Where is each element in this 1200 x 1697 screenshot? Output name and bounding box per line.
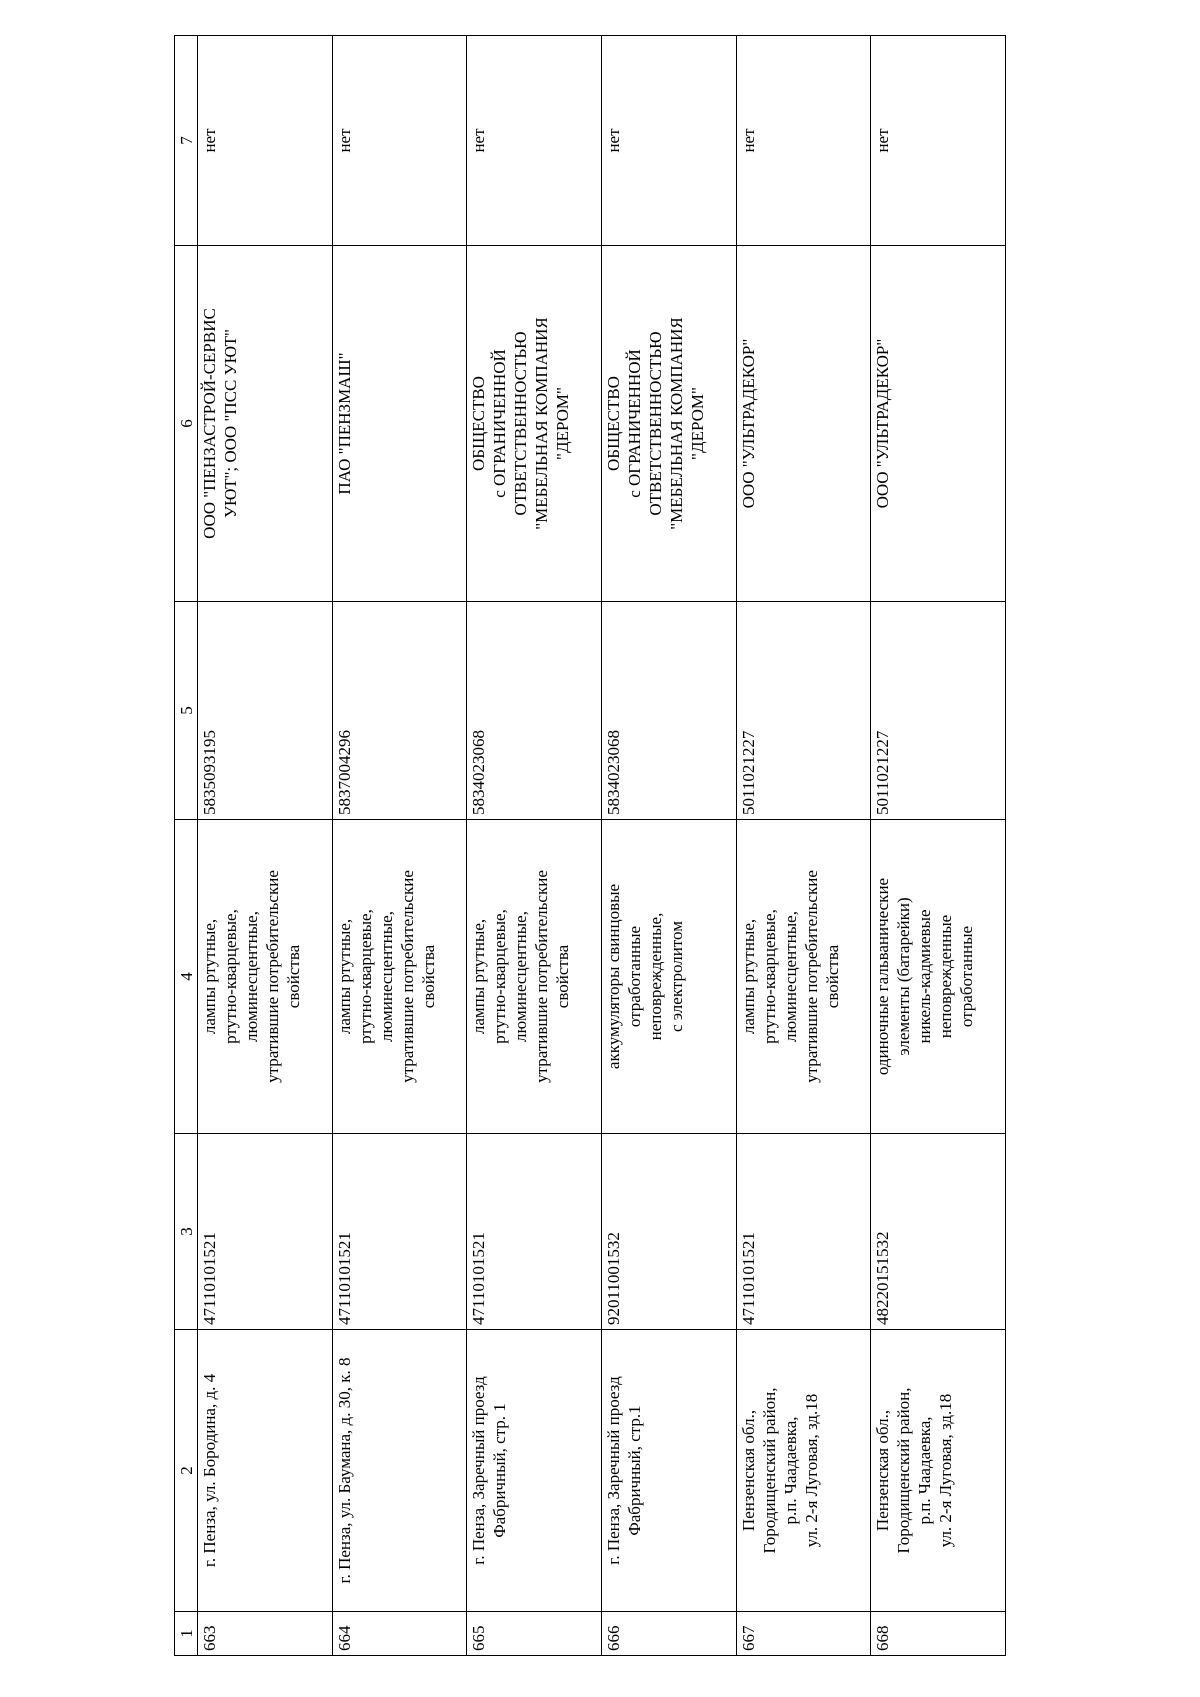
waste-code-cell: 48220151532 (871, 1134, 1006, 1330)
header-col-1: 1 (175, 1612, 198, 1656)
organization-cell-line: с ОГРАНИЧЕННОЙ (624, 349, 644, 498)
waste-description-cell (601, 820, 736, 1134)
row-number: 667 (736, 1612, 871, 1656)
waste-description-cell-line: люминесцентные, (376, 911, 396, 1042)
waste-description-cell-line: утратившие потребительские (397, 870, 417, 1083)
organization-cell-line: ПАО "ПЕНЗМАШ" (334, 352, 354, 495)
waste-description-cell (467, 820, 602, 1134)
row-number: 668 (871, 1612, 1006, 1656)
waste-code-cell: 47110101521 (332, 1134, 467, 1330)
flag-cell: нет (601, 36, 736, 246)
organization-cell-line: ОТВЕТСТВЕННОСТЬЮ (511, 331, 531, 516)
table-row (332, 36, 467, 1656)
organization-cell-line: "ДЕРОМ" (553, 387, 573, 460)
waste-register-table (174, 35, 1006, 1656)
flag-cell: нет (871, 36, 1006, 246)
organization-cell-line: "МЕБЕЛЬНАЯ КОМПАНИЯ (532, 317, 552, 530)
organization-cell (198, 246, 333, 602)
inn-cell: 5834023068 (601, 602, 736, 820)
address-cell-line: г. Пенза, Заречный проезд (603, 1376, 623, 1565)
address-cell-line: г. Пенза, ул. Баумана, д. 30, к. 8 (334, 1357, 354, 1584)
row-number: 665 (467, 1612, 602, 1656)
organization-cell-line: ООО "ПЕНЗАСТРОЙ-СЕРВИС (200, 308, 219, 539)
waste-description-cell-line: лампы ртутные, (200, 918, 219, 1035)
address-cell-line: р.п. Чаадаевка, (915, 1416, 935, 1525)
organization-cell (332, 246, 467, 602)
organization-cell-line: "ДЕРОМ" (687, 387, 707, 460)
waste-code-cell: 47110101521 (736, 1134, 871, 1330)
waste-description-cell-line: неповрежденные (936, 914, 956, 1039)
waste-description-cell-line: утратившие потребительские (532, 870, 552, 1083)
organization-cell-line: с ОГРАНИЧЕННОЙ (490, 349, 510, 498)
organization-cell-line: ООО "УЛЬТРАДЕКОР" (738, 338, 758, 509)
waste-code-cell: 47110101521 (467, 1134, 602, 1330)
inn-cell: 5835093195 (198, 602, 333, 820)
waste-description-cell (736, 820, 871, 1134)
waste-description-cell (871, 820, 1006, 1134)
waste-description-cell-line: ртутно-кварцевые, (490, 909, 510, 1044)
address-cell-line: Фабричный, стр. 1 (490, 1403, 510, 1538)
waste-description-cell-line: ртутно-кварцевые, (759, 909, 779, 1044)
waste-description-cell-line: элементы (батарейки) (894, 897, 914, 1056)
inn-cell: 5837004296 (332, 602, 467, 820)
rotated-register-page (174, 36, 1006, 1656)
waste-description-cell-line: неповрежденные, (645, 912, 665, 1041)
address-cell (332, 1330, 467, 1612)
waste-description-cell-line: никель-кадмиевые (915, 909, 935, 1044)
header-row (175, 36, 198, 1656)
waste-description-cell-line: лампы ртутные, (738, 918, 758, 1035)
table-row (467, 36, 602, 1656)
inn-cell: 5011021227 (736, 602, 871, 820)
waste-description-cell-line: свойства (418, 944, 438, 1009)
table-row (601, 36, 736, 1656)
waste-description-cell-line: свойства (284, 944, 303, 1009)
flag-cell: нет (467, 36, 602, 246)
flag-cell: нет (736, 36, 871, 246)
waste-code-cell: 92011001532 (601, 1134, 736, 1330)
waste-description-cell-line: отработанные (957, 925, 977, 1028)
organization-cell-line: ОБЩЕСТВО (603, 376, 623, 471)
address-cell (198, 1330, 333, 1612)
address-cell-line: г. Пенза, ул. Бородина, д. 4 (200, 1373, 219, 1568)
organization-cell (467, 246, 602, 602)
header-col-7: 7 (175, 36, 198, 246)
organization-cell-line: ОТВЕТСТВЕННОСТЬЮ (645, 331, 665, 516)
address-cell-line: ул. 2-я Луговая, зд.18 (936, 1393, 956, 1548)
row-number: 666 (601, 1612, 736, 1656)
waste-description-cell-line: ртутно-кварцевые, (221, 909, 240, 1044)
organization-cell (601, 246, 736, 602)
waste-description-cell-line: отработанные (624, 925, 644, 1028)
organization-cell-line: "МЕБЕЛЬНАЯ КОМПАНИЯ (666, 317, 686, 530)
waste-description-cell (332, 820, 467, 1134)
address-cell-line: Городищенский район, (894, 1387, 914, 1554)
waste-description-cell-line: лампы ртутные, (469, 918, 489, 1035)
table-row (198, 36, 333, 1656)
address-cell-line: р.п. Чаадаевка, (780, 1416, 800, 1525)
address-cell-line: г. Пенза, Заречный проезд (469, 1376, 489, 1565)
address-cell (736, 1330, 871, 1612)
header-col-2: 2 (175, 1330, 198, 1612)
header-col-5: 5 (175, 602, 198, 820)
address-cell (871, 1330, 1006, 1612)
table-row (736, 36, 871, 1656)
waste-description-cell-line: утратившие потребительские (801, 870, 821, 1083)
waste-description-cell-line: свойства (822, 944, 842, 1009)
waste-description-cell-line: люминесцентные, (780, 911, 800, 1042)
waste-description-cell-line: люминесцентные, (511, 911, 531, 1042)
inn-cell: 5834023068 (467, 602, 602, 820)
waste-description-cell-line: утратившие потребительские (263, 870, 282, 1083)
address-cell-line: ул. 2-я Луговая, зд.18 (801, 1393, 821, 1548)
address-cell-line: Фабричный, стр.1 (624, 1405, 644, 1536)
waste-description-cell-line: аккумуляторы свинцовые (603, 883, 623, 1070)
row-number: 663 (198, 1612, 333, 1656)
waste-description-cell-line: с электролитом (666, 921, 686, 1032)
organization-cell (736, 246, 871, 602)
inn-cell: 5011021227 (871, 602, 1006, 820)
address-cell-line: Городищенский район, (759, 1387, 779, 1554)
address-cell (467, 1330, 602, 1612)
address-cell (601, 1330, 736, 1612)
organization-cell-line: ОБЩЕСТВО (469, 376, 489, 471)
waste-description-cell-line: лампы ртутные, (334, 918, 354, 1035)
waste-description-cell-line: люминесцентные, (242, 911, 261, 1042)
table-row (871, 36, 1006, 1656)
header-col-3: 3 (175, 1134, 198, 1330)
row-number: 664 (332, 1612, 467, 1656)
waste-code-cell: 47110101521 (198, 1134, 333, 1330)
address-cell-line: Пензенская обл., (738, 1409, 758, 1532)
organization-cell-line: УЮТ"; ООО "ПСС УЮТ" (221, 328, 240, 519)
organization-cell-line: ООО "УЛЬТРАДЕКОР" (873, 338, 893, 509)
flag-cell: нет (332, 36, 467, 246)
header-col-6: 6 (175, 246, 198, 602)
waste-description-cell-line: ртутно-кварцевые, (355, 909, 375, 1044)
waste-description-cell-line: свойства (553, 944, 573, 1009)
waste-description-cell-line: одиночные гальванические (873, 877, 893, 1076)
organization-cell (871, 246, 1006, 602)
waste-description-cell (198, 820, 333, 1134)
header-col-4: 4 (175, 820, 198, 1134)
flag-cell: нет (198, 36, 333, 246)
address-cell-line: Пензенская обл., (873, 1409, 893, 1532)
